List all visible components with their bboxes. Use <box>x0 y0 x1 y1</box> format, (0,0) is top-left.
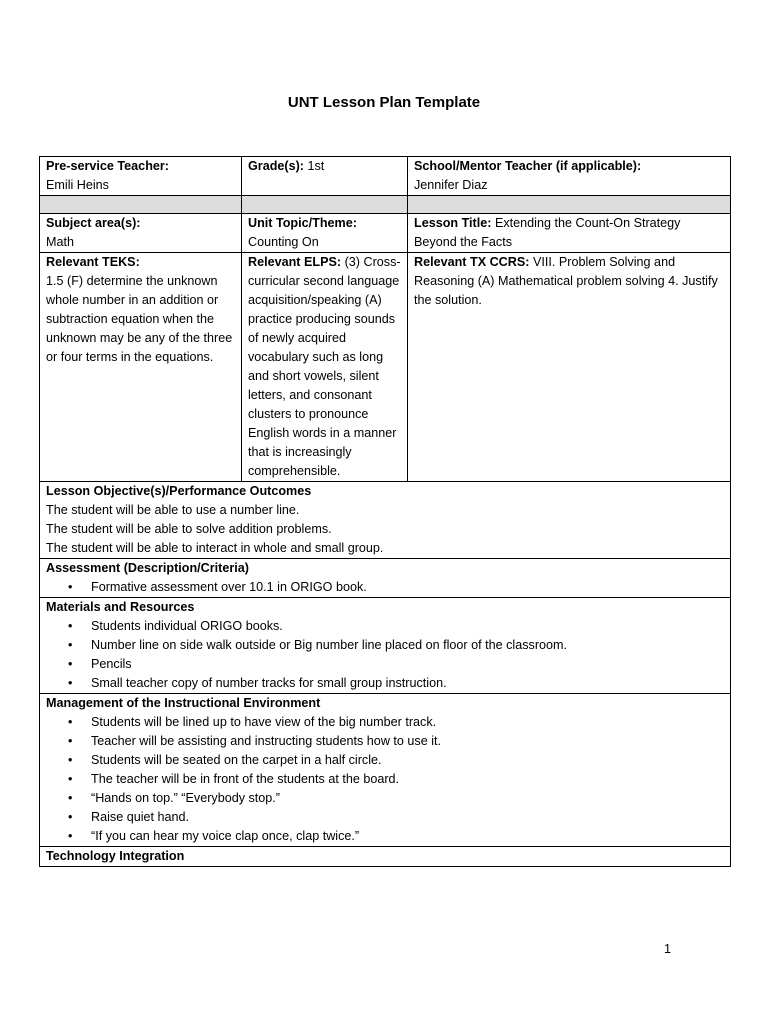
materials-list <box>46 617 724 693</box>
shaded-cell <box>408 196 731 214</box>
list-item: • Raise quiet hand. <box>46 808 724 827</box>
management-row <box>40 694 731 847</box>
subject-area-cell <box>40 214 242 253</box>
ccrs-label: Relevant TX CCRS: <box>414 255 530 269</box>
list-item: • “If you can hear my voice clap once, clap twice.” <box>46 827 724 846</box>
unit-topic-value: Counting On <box>248 235 319 249</box>
list-item: • Small teacher copy of number tracks for small group instruction. <box>46 674 724 693</box>
teks-value: 1.5 (F) determine the unknown whole number in an addition or subtraction equation when the unknown may be any of the three or four terms in the equations. <box>46 274 233 364</box>
mentor-teacher-label: School/Mentor Teacher (if applicable): <box>414 159 642 173</box>
page-number: 1 <box>664 942 672 956</box>
subject-area-label: Subject area(s): <box>46 216 141 230</box>
page-title: UNT Lesson Plan Template <box>287 94 481 111</box>
ccrs-cell <box>408 253 731 482</box>
objectives-heading: Lesson Objective(s)/Performance Outcomes <box>46 484 312 498</box>
ccrs-value: VIII. Problem Solving and Reasoning (A) Mathematical problem solving 4. Justify the solution. <box>414 255 718 307</box>
elps-value: (3) Cross-curricular second language acquisition/speaking (A) practice producing sounds of newly acquired vocabulary such as long and short vowels, silent letters, and consonant clusters to pronounce English words in a manner that is increasingly comprehensible. <box>248 255 401 478</box>
list-item: • Number line on side walk outside or Big number line placed on floor of the classroom. <box>46 636 724 655</box>
materials-heading: Materials and Resources <box>46 600 195 614</box>
list-item: • Teacher will be assisting and instructing students how to use it. <box>46 732 724 751</box>
objective-line: The student will be able to interact in whole and small group. <box>46 541 384 555</box>
elps-cell <box>242 253 408 482</box>
assessment-row <box>40 559 731 598</box>
mentor-teacher-cell <box>408 157 731 196</box>
objectives-row <box>40 482 731 559</box>
grade-label: Grade(s): <box>248 159 304 173</box>
objectives-cell <box>40 482 731 559</box>
management-list <box>46 713 724 846</box>
materials-row <box>40 598 731 694</box>
management-cell <box>40 694 731 847</box>
lesson-title-value: Extending the Count-On Strategy Beyond the Facts <box>414 216 681 249</box>
list-item: • Pencils <box>46 655 724 674</box>
list-item: • Students individual ORIGO books. <box>46 617 724 636</box>
grade-value: 1st <box>307 159 325 173</box>
teks-cell <box>40 253 242 482</box>
technology-row <box>40 847 731 867</box>
list-item: • Formative assessment over 10.1 in ORIGO book. <box>46 578 724 597</box>
teacher-info-row <box>40 157 731 196</box>
assessment-list <box>46 578 724 597</box>
objective-line: The student will be able to solve addition problems. <box>46 522 332 536</box>
list-item: • Students will be lined up to have view of the big number track. <box>46 713 724 732</box>
assessment-cell <box>40 559 731 598</box>
preservice-teacher-label: Pre-service Teacher: <box>46 159 169 173</box>
subject-area-value: Math <box>46 235 74 249</box>
shaded-cell <box>242 196 408 214</box>
materials-cell <box>40 598 731 694</box>
shaded-cell <box>40 196 242 214</box>
management-heading: Management of the Instructional Environment <box>46 696 321 710</box>
unit-topic-cell <box>242 214 408 253</box>
technology-cell <box>40 847 731 867</box>
list-item: • The teacher will be in front of the students at the board. <box>46 770 724 789</box>
grade-cell <box>242 157 408 196</box>
unit-topic-label: Unit Topic/Theme: <box>248 216 357 230</box>
list-item: • “Hands on top.” “Everybody stop.” <box>46 789 724 808</box>
preservice-teacher-value: Emili Heins <box>46 178 109 192</box>
lesson-title-label: Lesson Title: <box>414 216 492 230</box>
standards-row <box>40 253 731 482</box>
lesson-title-cell <box>408 214 731 253</box>
preservice-teacher-cell <box>40 157 242 196</box>
mentor-teacher-value: Jennifer Diaz <box>414 178 488 192</box>
technology-heading: Technology Integration <box>46 849 185 863</box>
list-item: • Students will be seated on the carpet in a half circle. <box>46 751 724 770</box>
lesson-plan-table <box>39 156 731 867</box>
teks-label: Relevant TEKS: <box>46 255 140 269</box>
shaded-separator-row <box>40 196 731 214</box>
assessment-heading: Assessment (Description/Criteria) <box>46 561 249 575</box>
subject-row <box>40 214 731 253</box>
objective-line: The student will be able to use a number line. <box>46 503 300 517</box>
elps-label: Relevant ELPS: <box>248 255 342 269</box>
